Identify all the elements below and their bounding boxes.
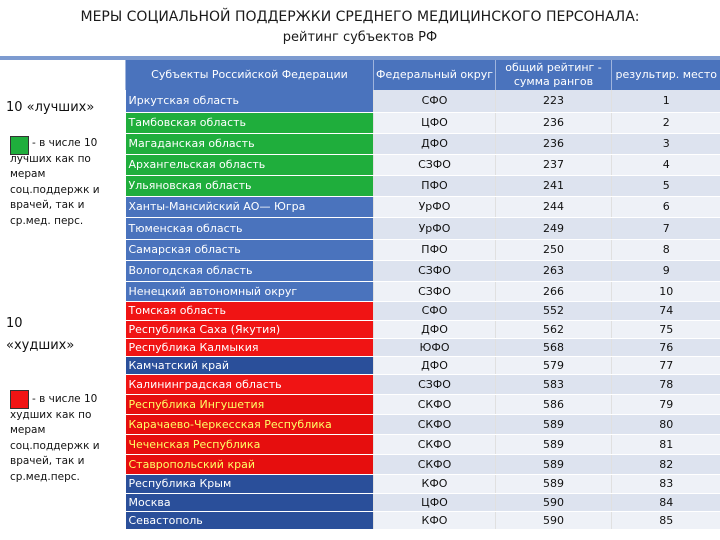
district-cell: СКФО <box>374 394 496 414</box>
place-cell: 74 <box>612 301 720 320</box>
table-row <box>126 434 720 454</box>
region-cell: Москва <box>126 493 374 511</box>
place-cell: 6 <box>612 196 720 217</box>
region-cell: Архангельская область <box>126 154 374 175</box>
district-cell: УрФО <box>374 217 496 239</box>
score-cell: 249 <box>496 217 612 239</box>
district-cell: КФО <box>374 511 496 529</box>
place-cell: 80 <box>612 414 720 434</box>
table-row <box>126 175 720 196</box>
place-cell: 10 <box>612 281 720 301</box>
table-row <box>126 281 720 301</box>
score-cell: 568 <box>496 338 612 356</box>
district-cell: СЗФО <box>374 154 496 175</box>
score-cell: 263 <box>496 260 612 281</box>
ranking-table <box>125 60 720 530</box>
legend-best-note-text: - в числе 10 лучших как по мерам соц.поддержк и врачей, так и ср.мед. перс. <box>10 137 100 227</box>
place-cell: 81 <box>612 434 720 454</box>
table-header-row <box>126 60 720 90</box>
legend-best-title: 10 «лучших» <box>6 100 95 115</box>
score-cell: 590 <box>496 511 612 529</box>
district-cell: ДФО <box>374 320 496 338</box>
score-cell: 586 <box>496 394 612 414</box>
score-cell: 236 <box>496 112 612 133</box>
score-cell: 579 <box>496 356 612 374</box>
region-cell: Тамбовская область <box>126 112 374 133</box>
district-cell: ЦФО <box>374 493 496 511</box>
district-cell: СКФО <box>374 434 496 454</box>
district-cell: СКФО <box>374 454 496 474</box>
score-cell: 241 <box>496 175 612 196</box>
table-row <box>126 511 720 529</box>
score-cell: 244 <box>496 196 612 217</box>
table-row <box>126 338 720 356</box>
district-cell: СКФО <box>374 414 496 434</box>
district-cell: СЗФО <box>374 260 496 281</box>
score-cell: 250 <box>496 239 612 260</box>
district-cell: СФО <box>374 301 496 320</box>
region-cell: Самарская область <box>126 239 374 260</box>
region-cell: Карачаево-Черкесская Республика <box>126 414 374 434</box>
table-row <box>126 217 720 239</box>
table-row <box>126 394 720 414</box>
region-cell: Ханты-Мансийский АО— Югра <box>126 196 374 217</box>
place-cell: 79 <box>612 394 720 414</box>
place-cell: 9 <box>612 260 720 281</box>
region-cell: Республика Ингушетия <box>126 394 374 414</box>
place-cell: 82 <box>612 454 720 474</box>
score-cell: 589 <box>496 454 612 474</box>
table-row <box>126 301 720 320</box>
region-cell: Калининградская область <box>126 374 374 394</box>
place-cell: 3 <box>612 133 720 154</box>
place-cell: 5 <box>612 175 720 196</box>
place-cell: 2 <box>612 112 720 133</box>
page-title: МЕРЫ СОЦИАЛЬНОЙ ПОДДЕРЖКИ СРЕДНЕГО МЕДИЦИНСКОГО ПЕРСОНАЛА: <box>80 9 640 25</box>
region-cell: Ставропольский край <box>126 454 374 474</box>
district-cell: ЦФО <box>374 112 496 133</box>
district-cell: ПФО <box>374 175 496 196</box>
header-region: Субъекты Российской Федерации <box>126 60 374 90</box>
score-cell: 589 <box>496 434 612 454</box>
legend-best-note <box>10 136 122 229</box>
region-cell: Камчатский край <box>126 356 374 374</box>
table-row <box>126 90 720 112</box>
table-row <box>126 320 720 338</box>
score-cell: 589 <box>496 474 612 493</box>
title-bar <box>0 0 720 56</box>
district-cell: КФО <box>374 474 496 493</box>
region-cell: Тюменская область <box>126 217 374 239</box>
header-score: общий рейтинг - сумма рангов <box>496 60 612 90</box>
table-row <box>126 154 720 175</box>
table-row <box>126 374 720 394</box>
score-cell: 562 <box>496 320 612 338</box>
score-cell: 223 <box>496 90 612 112</box>
score-cell: 590 <box>496 493 612 511</box>
score-cell: 583 <box>496 374 612 394</box>
place-cell: 85 <box>612 511 720 529</box>
region-cell: Вологодская область <box>126 260 374 281</box>
score-cell: 237 <box>496 154 612 175</box>
table-row <box>126 493 720 511</box>
place-cell: 7 <box>612 217 720 239</box>
region-cell: Томская область <box>126 301 374 320</box>
district-cell: СЗФО <box>374 281 496 301</box>
place-cell: 1 <box>612 90 720 112</box>
legend-worst-note <box>10 392 122 485</box>
table-row <box>126 133 720 154</box>
table-row <box>126 112 720 133</box>
score-cell: 236 <box>496 133 612 154</box>
table-row <box>126 260 720 281</box>
header-district: Федеральный округ <box>374 60 496 90</box>
place-cell: 76 <box>612 338 720 356</box>
score-cell: 266 <box>496 281 612 301</box>
score-cell: 589 <box>496 414 612 434</box>
table-row <box>126 239 720 260</box>
region-cell: Ульяновская область <box>126 175 374 196</box>
district-cell: ДФО <box>374 356 496 374</box>
district-cell: ЮФО <box>374 338 496 356</box>
legend-worst-title-1: 10 <box>6 316 23 331</box>
place-cell: 84 <box>612 493 720 511</box>
region-cell: Севастополь <box>126 511 374 529</box>
score-cell: 552 <box>496 301 612 320</box>
region-cell: Магаданская область <box>126 133 374 154</box>
district-cell: УрФО <box>374 196 496 217</box>
table-row <box>126 414 720 434</box>
legend-worst-note-text: - в числе 10 худших как по мерам соц.поддержк и врачей, так и ср.мед.перс. <box>10 393 100 483</box>
table-row <box>126 196 720 217</box>
table-row <box>126 474 720 493</box>
table-row <box>126 454 720 474</box>
header-place: результир. место <box>612 60 720 90</box>
legend-worst-title-2: «худших» <box>6 338 75 353</box>
district-cell: СФО <box>374 90 496 112</box>
place-cell: 75 <box>612 320 720 338</box>
table-body <box>126 90 720 529</box>
place-cell: 77 <box>612 356 720 374</box>
region-cell: Ненецкий автономный округ <box>126 281 374 301</box>
region-cell: Республика Крым <box>126 474 374 493</box>
region-cell: Чеченская Республика <box>126 434 374 454</box>
table-row <box>126 356 720 374</box>
place-cell: 78 <box>612 374 720 394</box>
district-cell: ПФО <box>374 239 496 260</box>
place-cell: 8 <box>612 239 720 260</box>
place-cell: 83 <box>612 474 720 493</box>
legend-panel <box>0 60 125 540</box>
district-cell: СЗФО <box>374 374 496 394</box>
district-cell: ДФО <box>374 133 496 154</box>
page-subtitle: рейтинг субъектов РФ <box>282 30 438 45</box>
region-cell: Иркутская область <box>126 90 374 112</box>
region-cell: Республика Саха (Якутия) <box>126 320 374 338</box>
place-cell: 4 <box>612 154 720 175</box>
region-cell: Республика Калмыкия <box>126 338 374 356</box>
